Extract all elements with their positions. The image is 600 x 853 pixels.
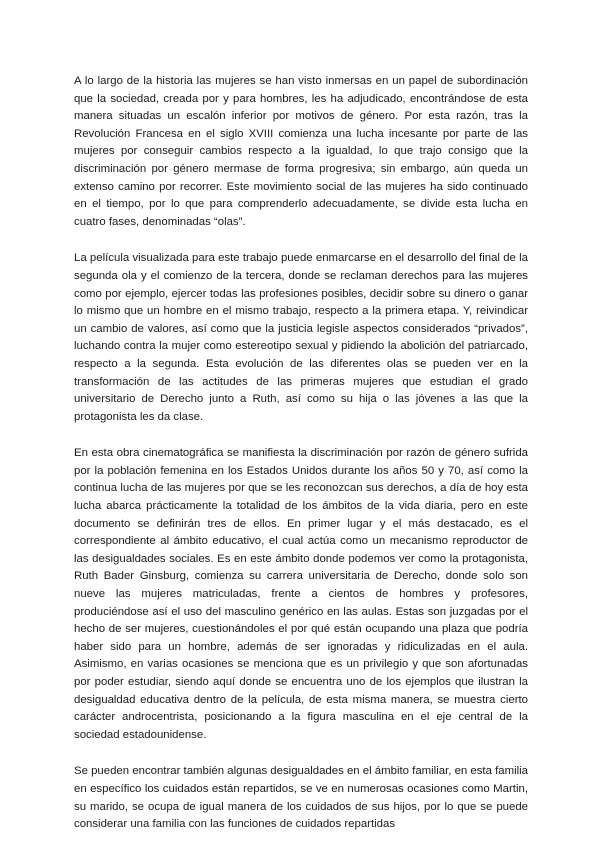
document-body	[74, 73, 528, 853]
paragraph-family: Se pueden encontrar también algunas desigualdades en el ámbito familiar, en esta familia en específico los cuidados están repartidos, se ve en numerosas ocasiones como Martin, su marido, se ocupa de igual manera de los cuidados de sus hijos, por lo que se puede considerar una familia con las funciones de cuidados repartidas	[74, 765, 529, 831]
paragraph-intro: A lo largo de la historia las mujeres se han visto inmersas en un papel de subordinación que la sociedad, creada por y para hombres, les ha adjudicado, encontrándose de esta manera situadas un escalón inferior por motivos de género. Por esta razón, tras la Revolución Francesa en el siglo XVIII comienza una lucha incesante por parte de las mujeres por conseguir cambios respecto a la igualdad, lo que trajo consigo que la discriminación por género mermase de forma progresiva; sin embargo, aún queda un extenso camino por recorrer. Este movimiento social de las mujeres ha sido continuado en el tiempo, por lo que para comprenderlo adecuadamente, se divide esta lucha en cuatro fases, denominadas “olas”.	[74, 75, 528, 228]
paragraph-film-context: La película visualizada para este trabajo puede enmarcarse en el desarrollo del final de la segunda ola y el comienzo de la tercera, donde se reclaman derechos para las mujeres como por ejemplo, ejercer todas las profesiones posibles, decidir sobre su dinero o ganar lo mismo que un hombre en el mismo trabajo, respecto a la primera etapa. Y, reivindicar un cambio de valores, así como que la justicia legisle aspectos considerados “privados”, luchando contra la mujer como estereotipo sexual y pidiendo la abolición del patriarcado, respecto a la segunda. Esta evolución de las diferentes olas se pueden ver en la transformación de las actitudes de las primeras mujeres que estudian el grado universitario de Derecho junto a Ruth, así como su hija o las jóvenes a las que la protagonista les da clase.	[74, 252, 528, 423]
paragraph-education: En esta obra cinematográfica se manifiesta la discriminación por razón de género sufrida por la población femenina en los Estados Unidos durante los años 50 y 70, así como la continua lucha de las mujeres por que se les reconozcan sus derechos, a día de hoy esta lucha abarca prácticamente la totalidad de los ámbitos de la vida diaria, pero en este documento se definirán tres de ellos. En primer lugar y el más destacado, es el correspondiente al ámbito educativo, el cual actúa como un mecanismo reproductor de las desigualdades sociales. Es en este ámbito donde podemos ver como la protagonista, Ruth Bader Ginsburg, comienza su carrera universitaria de Derecho, donde solo son nueve las mujeres matriculadas, frente a cientos de hombres y profesores, produciéndose así el uso del masculino genérico en las aulas. Estas son juzgadas por el hecho de ser mujeres, cuestionándoles el por qué están ocupando una plaza que podría haber sido para un hombre, además de ser ignoradas y ridiculizadas en el aula. Asimismo, en varias ocasiones se menciona que es un privilegio y que son afortunadas por poder estudiar, siendo aquí donde se encuentra uno de los ejemplos que ilustran la desigualdad educativa dentro de la película, de esta misma manera, se muestra cierto carácter androcentrista, posicionando a la figura masculina en el eje central de la sociedad estadounidense.	[74, 447, 528, 741]
